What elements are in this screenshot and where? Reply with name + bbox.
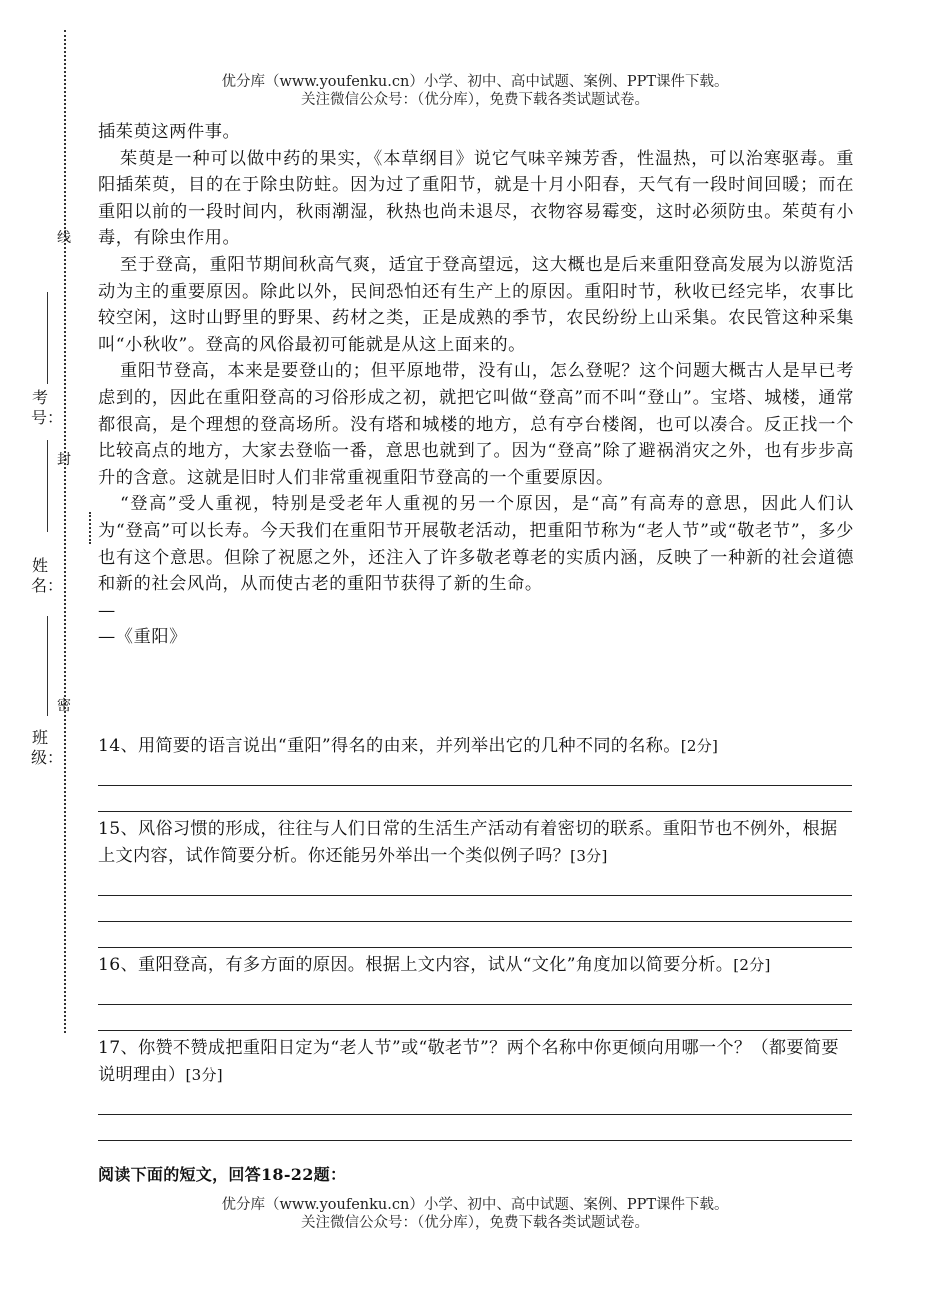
- name-blank: [47, 616, 48, 716]
- answer-line[interactable]: [98, 870, 852, 896]
- binding-margin: [0, 0, 95, 1316]
- reading-passage: [98, 119, 854, 651]
- name-label: 姓名：: [31, 556, 64, 595]
- page-footer: [0, 1196, 950, 1232]
- passage-paragraph: 至于登高，重阳节期间秋高气爽，适宜于登高望远，这大概也是后来重阳登高发展为以游览活动为主的重要原因。除此以外，民间恐怕还有生产上的原因。重阳时节，秋收已经完毕，农事比较空闲，这时山野里的野果、药材之类，正是成熟的季节，农民纷纷上山采集。农民管这种采集叫“小秋收”。登高的风俗最初可能就是从这上面来的。: [98, 254, 854, 355]
- seal-feng-char: 封: [57, 452, 71, 468]
- answer-line[interactable]: [98, 922, 852, 948]
- class-label: 班级：: [31, 728, 64, 767]
- dotted-cut-line-short: [89, 512, 91, 544]
- answer-line[interactable]: [98, 760, 852, 786]
- exam-number-label: 考号：: [31, 388, 64, 427]
- question-17: 17、你赞不赞成把重阳日定为“老人节”或“敬老节”？两个名称中你更倾向用哪一个？（都要简要说明理由）[3分]: [98, 1038, 839, 1085]
- header-line-1: 优分库（www.youfenku.cn）小学、初中、高中试题、案例、PPT课件下载。: [221, 74, 729, 90]
- footer-line-2: 关注微信公众号：（优分库），免费下载各类试题试卷。: [301, 1215, 649, 1231]
- seal-mi-char: 密: [57, 698, 71, 714]
- passage-paragraph: 插茱萸这两件事。: [98, 122, 241, 142]
- answer-line[interactable]: [98, 1115, 852, 1141]
- question-list: [98, 733, 854, 1141]
- seal-line-char: 线: [57, 230, 71, 246]
- answer-line[interactable]: [98, 1005, 852, 1031]
- name-blank-upper: [47, 440, 48, 532]
- answer-line[interactable]: [98, 1089, 852, 1115]
- source-dash: —: [98, 600, 116, 621]
- exam-number-blank: [47, 292, 48, 384]
- passage-source: —《重阳》: [98, 627, 187, 648]
- question-14: 14、用简要的语言说出“重阳”得名的由来，并列举出它的几种不同的名称。[2分]: [98, 736, 719, 756]
- header-line-2: 关注微信公众号：（优分库），免费下载各类试题试卷。: [301, 92, 649, 108]
- page-header: [0, 73, 950, 109]
- passage-paragraph: 重阳节登高，本来是要登山的；但平原地带，没有山，怎么登呢？这个问题大概古人是早已考虑到的，因此在重阳登高的习俗形成之初，就把它叫做“登高”而不叫“登山”。宝塔、城楼，通常都很高，是个理想的登高场所。没有塔和城楼的地方，总有亭台楼阁，也可以凑合。反正找一个比较高点的地方，大家去登临一番，意思也就到了。因为“登高”除了避祸消灾之外，也有步步高升的含意。这就是旧时人们非常重视重阳节登高的一个重要原因。: [98, 361, 854, 488]
- answer-line[interactable]: [98, 979, 852, 1005]
- question-16: 16、重阳登高，有多方面的原因。根据上文内容，试从“文化”角度加以简要分析。[2分]: [98, 955, 771, 975]
- reading-instruction: 阅读下面的短文，回答18-22题：: [98, 1165, 347, 1184]
- passage-paragraph: “登高”受人重视，特别是受老年人重视的另一个原因，是“高”有高寿的意思，因此人们认为“登高”可以长寿。今天我们在重阳节开展敬老活动，把重阳节称为“老人节”或“敬老节”，多少也有这个意思。但除了祝愿之外，还注入了许多敬老尊老的实质内涵，反映了一种新的社会道德和新的社会风尚，从而使古老的重阳节获得了新的生命。: [98, 494, 854, 595]
- question-15: 15、风俗习惯的形成，往往与人们日常的生活生产活动有着密切的联系。重阳节也不例外，根据上文内容，试作简要分析。你还能另外举出一个类似例子吗？[3分]: [98, 819, 838, 866]
- answer-line[interactable]: [98, 896, 852, 922]
- passage-paragraph: 茱萸是一种可以做中药的果实，《本草纲目》说它气味辛辣芳香，性温热，可以治寒驱毒。重阳插茱萸，目的在于除虫防蛀。因为过了重阳节，就是十月小阳春，天气有一段时间回暖；而在重阳以前的一段时间内，秋雨潮湿，秋热也尚未退尽，衣物容易霉变，这时必须防虫。茱萸有小毒，有除虫作用。: [98, 148, 854, 249]
- footer-line-1: 优分库（www.youfenku.cn）小学、初中、高中试题、案例、PPT课件下载。: [221, 1197, 729, 1213]
- dotted-cut-line: [64, 30, 66, 1033]
- answer-line[interactable]: [98, 786, 852, 812]
